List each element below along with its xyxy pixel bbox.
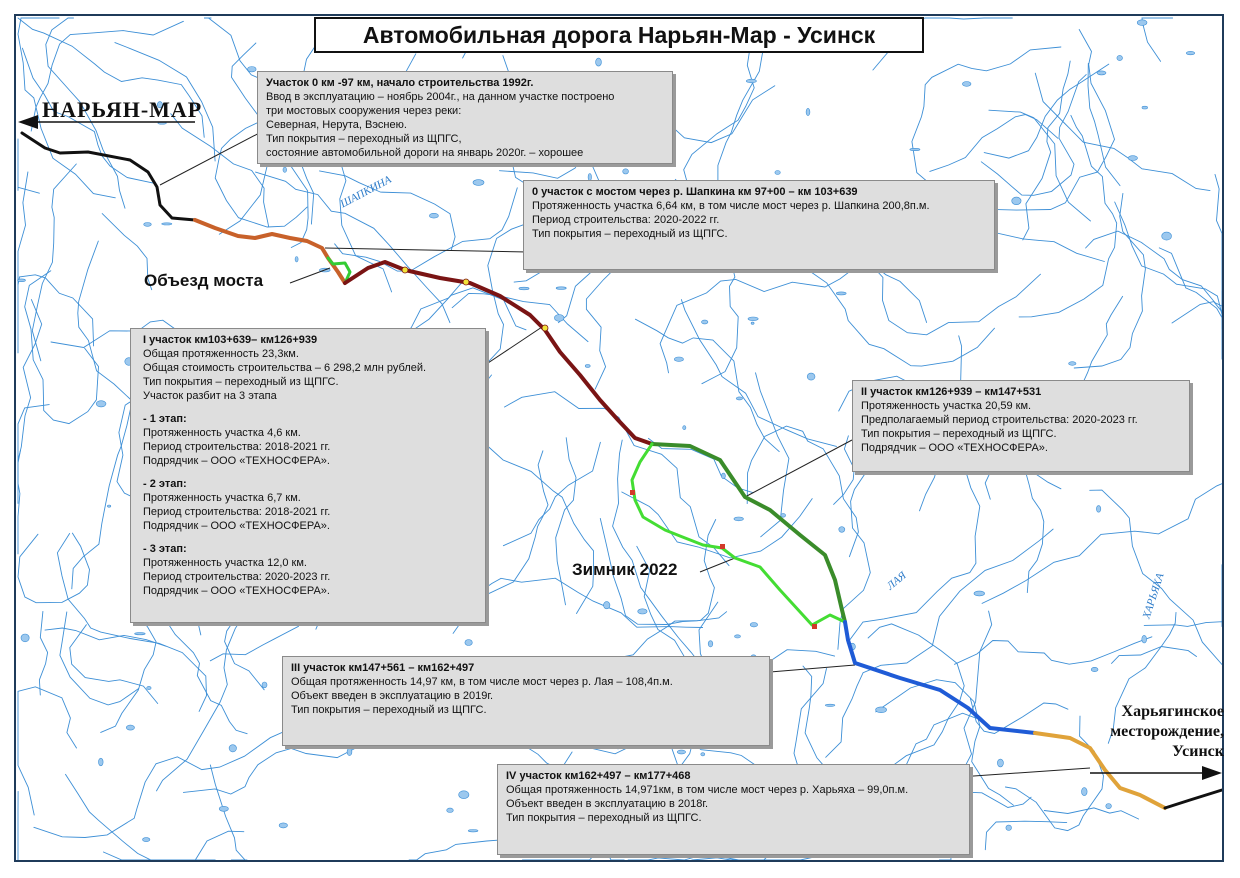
lake <box>674 357 683 361</box>
lake <box>596 58 602 66</box>
lake <box>248 67 257 72</box>
info-box-section-0-bridge <box>523 180 995 270</box>
section-line: Северная, Нерута, Вэснею. <box>266 119 407 131</box>
lake <box>283 167 287 172</box>
lake <box>107 505 110 507</box>
stage-line: Протяженность участка 12,0 км. <box>143 557 307 569</box>
lake <box>876 707 887 713</box>
info-box-section-2 <box>852 380 1190 472</box>
section-header: Участок 0 км -97 км, начало строительства 1992г. <box>266 77 534 89</box>
lake <box>99 758 104 766</box>
section-line: Общая протяженность 23,3км. <box>143 348 299 360</box>
lake <box>708 641 713 647</box>
lake <box>702 320 708 324</box>
stage-marker <box>463 279 469 285</box>
winter-marker <box>720 544 725 549</box>
lake <box>147 686 151 689</box>
section-line: Ввод в эксплуатацию – ноябрь 2004г., на данном участке построено <box>266 91 615 103</box>
lake <box>143 838 150 842</box>
section-header: 0 участок с мостом через р. Шапкина км 97+00 – км 103+639 <box>532 186 858 198</box>
lake <box>1137 20 1147 26</box>
lake <box>806 108 810 115</box>
lake <box>746 79 756 83</box>
lake <box>1091 667 1098 671</box>
lake <box>262 682 267 688</box>
lake <box>734 517 744 521</box>
section-header: II участок км126+939 – км147+531 <box>861 386 1042 398</box>
stage-line: Протяженность участка 6,7 км. <box>143 492 301 504</box>
stage-marker <box>402 267 408 273</box>
section-line: Общая стоимость строительства – 6 298,2 млн рублей. <box>143 362 427 374</box>
lake <box>135 633 146 635</box>
winter-marker <box>630 490 635 495</box>
lake <box>836 292 846 295</box>
section-line: Общая протяженность 14,97 км, в том числе мост через р. Лая – 108,4п.м. <box>291 676 673 688</box>
lake <box>1069 362 1076 366</box>
city-start-label: НАРЬЯН-МАР <box>42 97 203 122</box>
lake <box>638 609 647 614</box>
lake <box>465 640 472 646</box>
stage-title: - 1 этап: <box>143 413 187 425</box>
section-line: три мостовых сооружения через реки: <box>266 105 462 117</box>
stage-line: Подрядчик – ООО «ТЕХНОСФЕРА». <box>143 585 330 597</box>
info-box-section-3 <box>282 656 770 746</box>
lake <box>1082 788 1088 796</box>
stage-title: - 3 этап: <box>143 543 187 555</box>
city-end-line: Усинск <box>1172 743 1224 760</box>
stage-line: Период строительства: 2020-2023 гг. <box>143 571 331 583</box>
lake <box>162 223 172 225</box>
stage-marker <box>542 325 548 331</box>
lake <box>295 257 298 262</box>
lake <box>144 223 152 227</box>
bypass-label: Объезд моста <box>144 271 264 290</box>
info-box-section-4 <box>497 764 970 855</box>
city-end-line: месторождение, <box>1110 723 1224 740</box>
section-line: Предполагаемый период строительства: 2020-2023 гг. <box>861 414 1138 426</box>
lake <box>347 748 352 755</box>
section-line: Тип покрытия – переходный из ЩПГС. <box>291 704 487 716</box>
lake <box>1142 106 1148 109</box>
lake <box>126 725 134 730</box>
lake <box>1186 51 1194 54</box>
lake <box>473 180 484 186</box>
lake <box>468 830 478 832</box>
lake <box>1096 506 1100 513</box>
stage-line: Подрядчик – ООО «ТЕХНОСФЕРА». <box>143 520 330 532</box>
lake <box>677 750 685 754</box>
lake <box>623 169 629 174</box>
lake <box>781 514 786 518</box>
lake <box>1142 635 1147 643</box>
section-line: Тип покрытия – переходный из ЩПГС. <box>861 428 1057 440</box>
section-header: I участок км103+639– км126+939 <box>143 334 318 346</box>
river-label-laya: ЛАЯ <box>884 569 909 593</box>
lake <box>735 635 741 638</box>
stage-title: - 2 этап: <box>143 478 187 490</box>
lake <box>18 279 26 282</box>
stage-line: Протяженность участка 4,6 км. <box>143 427 301 439</box>
section-line: Тип покрытия – переходный из ЩПГС. <box>532 228 728 240</box>
lake <box>910 148 920 150</box>
lake <box>683 426 686 430</box>
section-line: Участок разбит на 3 этапа <box>143 390 277 402</box>
section-header: III участок км147+561 – км162+497 <box>291 662 475 674</box>
lake <box>21 634 29 642</box>
lake <box>519 287 529 290</box>
lake <box>279 823 287 828</box>
section-line: Общая протяженность 14,971км, в том числе мост через р. Харьяха – 99,0п.м. <box>506 784 909 796</box>
stage-line: Период строительства: 2018-2021 гг. <box>143 506 331 518</box>
lake <box>775 171 780 175</box>
section-line: Подрядчик – ООО «ТЕХНОСФЕРА». <box>861 442 1048 454</box>
section-line: Объект введен в эксплуатацию в 2019г. <box>291 690 494 702</box>
section-line: Тип покрытия – переходный из ЩПГС. <box>506 812 702 824</box>
lake <box>839 527 845 533</box>
section-header: IV участок км162+497 – км177+468 <box>506 770 691 782</box>
lake <box>429 213 438 218</box>
city-end-label <box>1090 702 1224 762</box>
lake <box>736 397 742 400</box>
section-line: Тип покрытия – переходный из ЩПГС. <box>143 376 339 388</box>
section-line: Период строительства: 2020-2022 гг. <box>532 214 720 226</box>
lake <box>96 401 106 407</box>
lake <box>1128 156 1137 161</box>
section-line: Протяженность участка 20,59 км. <box>861 400 1032 412</box>
river-label-shapkina: ШАПКИНА <box>338 173 394 211</box>
info-box-section-1 <box>130 328 486 623</box>
lake <box>962 82 971 87</box>
section-line: состояние автомобильной дороги на январь 2020г. – хорошее <box>266 147 584 159</box>
section-line: Протяженность участка 6,64 км, в том числе мост через р. Шапкина 200,8п.м. <box>532 200 930 212</box>
lake <box>748 317 758 321</box>
info-box-section-0 <box>257 71 673 164</box>
lake <box>807 373 815 380</box>
lake <box>750 623 757 627</box>
lake <box>604 602 610 609</box>
lake <box>701 753 705 756</box>
lake <box>974 591 985 596</box>
lake <box>447 808 454 812</box>
lake <box>1097 71 1106 75</box>
lake <box>721 473 725 479</box>
winter-road-label: Зимник 2022 <box>572 560 678 579</box>
lake <box>997 759 1003 767</box>
lake <box>1012 197 1021 205</box>
stage-line: Период строительства: 2018-2021 гг. <box>143 441 331 453</box>
lake <box>1106 804 1112 809</box>
stage-line: Подрядчик – ООО «ТЕХНОСФЕРА». <box>143 455 330 467</box>
city-end-line: Харьягинское <box>1121 703 1224 720</box>
river-label-kharyakha: ХАРЬЯХА <box>1140 571 1167 621</box>
lake <box>556 287 566 290</box>
lake <box>825 704 835 706</box>
lake <box>459 791 469 799</box>
lake <box>751 322 754 324</box>
lake <box>585 365 590 368</box>
lake <box>1006 825 1012 830</box>
lake <box>219 806 228 811</box>
lake <box>554 315 564 322</box>
lake <box>1162 232 1172 240</box>
lake <box>229 745 236 752</box>
section-line: Объект введен в эксплуатацию в 2018г. <box>506 798 709 810</box>
lake <box>1117 55 1123 60</box>
map-title: Автомобильная дорога Нарьян-Мар - Усинск <box>314 17 924 53</box>
winter-marker <box>812 624 817 629</box>
section-line: Тип покрытия – переходный из ЩПГС, <box>266 133 462 145</box>
